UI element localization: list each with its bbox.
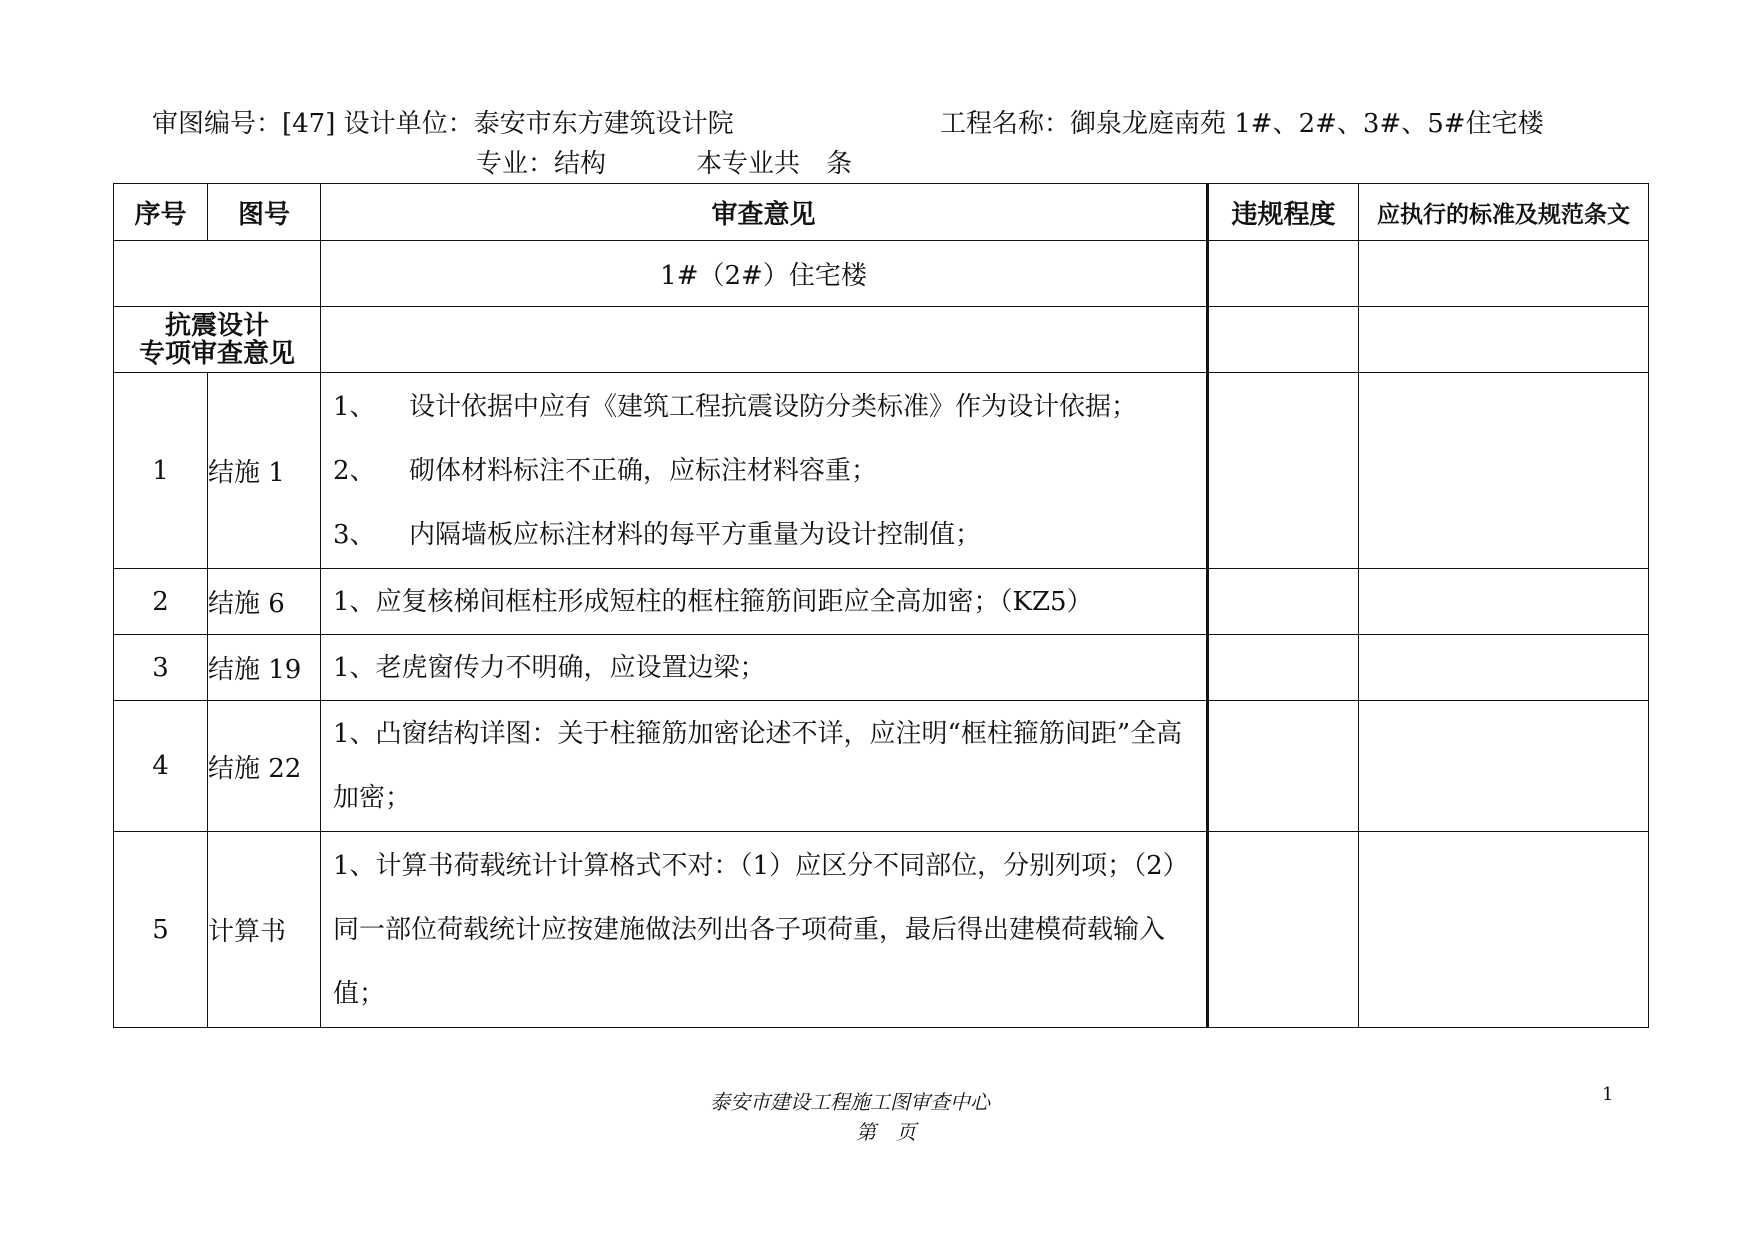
row-drawing: 结施 19: [208, 635, 321, 701]
table-row: [114, 569, 1649, 635]
column-header-standard: 应执行的标准及规范条文: [1359, 184, 1649, 241]
table-row: [114, 635, 1649, 701]
table-row: [114, 373, 1649, 569]
opinion-item: 2、 砌体材料标注不正确，应标注材料容重；: [333, 455, 878, 486]
row-opinion: [321, 373, 1208, 569]
row-violation-degree: [1208, 635, 1359, 701]
section-title: 抗震设计 专项审查意见: [114, 307, 321, 373]
row-serial: 5: [114, 832, 208, 1028]
row-violation-degree: [1208, 701, 1359, 832]
row-drawing: 结施 6: [208, 569, 321, 635]
row-standard: [1359, 569, 1649, 635]
table-header-row: [114, 184, 1649, 241]
row-serial: 2: [114, 569, 208, 635]
row-drawing: 结施 22: [208, 701, 321, 832]
row-serial: 4: [114, 701, 208, 832]
review-opinions-table: [113, 183, 1649, 1028]
row-serial: 3: [114, 635, 208, 701]
building-name: 1#（2#）住宅楼: [321, 241, 1208, 307]
opinion-item: 3、 内隔墙板应标注材料的每平方重量为设计控制值；: [333, 519, 982, 550]
row-drawing: 结施 1: [208, 373, 321, 569]
column-header-serial: 序号: [114, 184, 208, 241]
opinion-item: 1、 设计依据中应有《建筑工程抗震设防分类标准》作为设计依据；: [333, 391, 1138, 422]
row-violation-degree: [1208, 373, 1359, 569]
table-row: [114, 701, 1649, 832]
row-standard: [1359, 635, 1649, 701]
row-opinion: 1、应复核梯间框柱形成短柱的框柱箍筋间距应全高加密；（KZ5）: [321, 569, 1208, 635]
row-violation-degree: [1208, 832, 1359, 1028]
row-violation-degree: [1208, 569, 1359, 635]
row-opinion: 1、计算书荷载统计计算格式不对：（1）应区分不同部位，分别列项；（2）同一部位荷载统计应按建施做法列出各子项荷重，最后得出建模荷载输入值；: [321, 832, 1208, 1028]
review-number-and-design-unit: 审图编号：[47] 设计单位：泰安市东方建筑设计院: [152, 109, 734, 139]
section-title-row: [114, 307, 1649, 373]
page-number: 1: [1602, 1084, 1614, 1105]
footer-organization: 泰安市建设工程施工图审查中心: [710, 1090, 990, 1114]
building-row: [114, 241, 1649, 307]
footer-page-label: 第 页: [856, 1120, 916, 1144]
specialty-line: [476, 149, 852, 179]
row-opinion: 1、凸窗结构详图：关于柱箍筋加密论述不详，应注明“框柱箍筋间距”全高加密；: [321, 701, 1208, 832]
project-name: 工程名称：御泉龙庭南苑 1#、2#、3#、5#住宅楼: [940, 109, 1544, 139]
specialty-label: 专业：结构: [476, 149, 607, 179]
row-drawing: 计算书: [208, 832, 321, 1028]
row-standard: [1359, 701, 1649, 832]
row-standard: [1359, 832, 1649, 1028]
column-header-opinion: 审查意见: [321, 184, 1208, 241]
row-opinion: 1、老虎窗传力不明确，应设置边梁；: [321, 635, 1208, 701]
table-row: [114, 832, 1649, 1028]
item-count-label: 本专业共 条: [696, 149, 853, 179]
row-standard: [1359, 373, 1649, 569]
column-header-drawing: 图号: [208, 184, 321, 241]
column-header-violation-degree: 违规程度: [1208, 184, 1359, 241]
row-serial: 1: [114, 373, 208, 569]
